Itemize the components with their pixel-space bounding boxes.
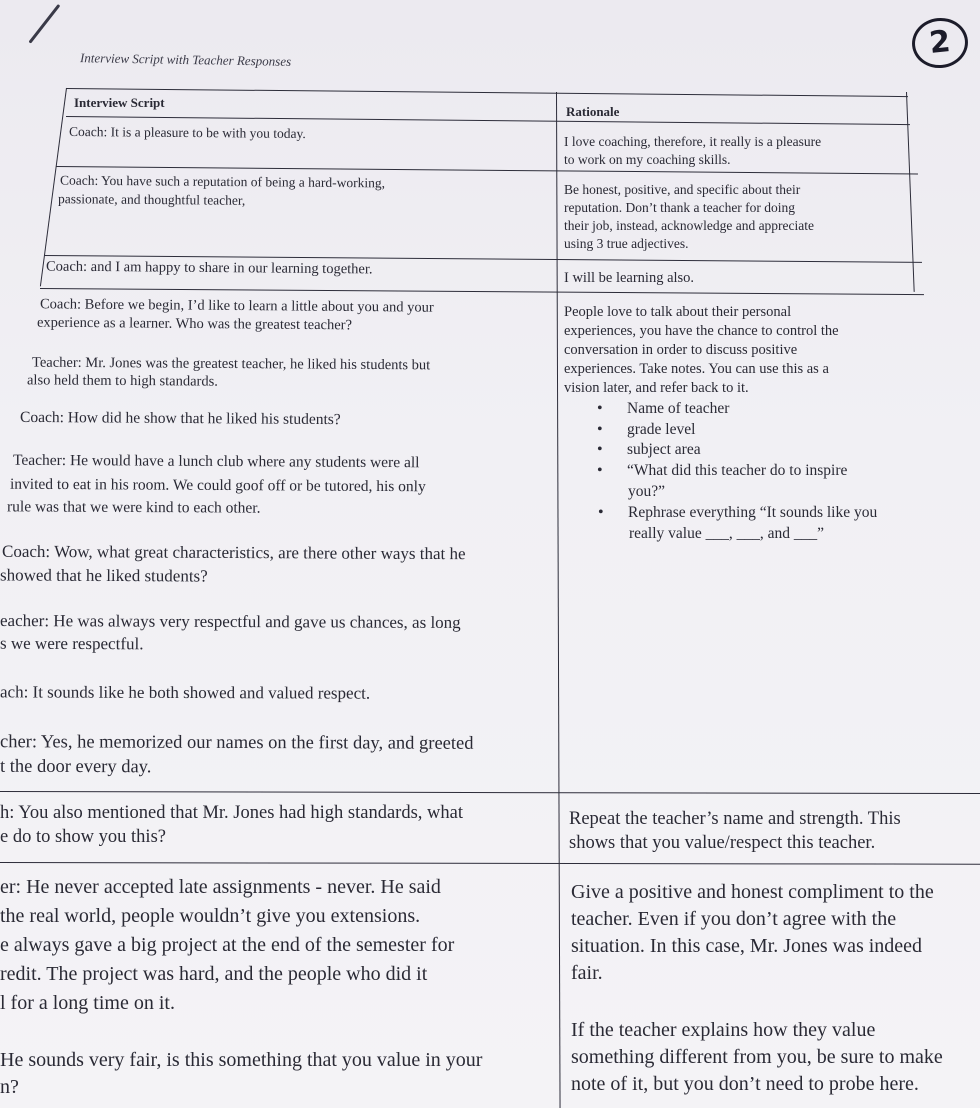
rationale-text: Be honest, positive, and specific about their: [564, 182, 801, 197]
rationale-text: reputation. Don’t thank a teacher for doing: [564, 200, 796, 215]
script-text: t the door every day.: [0, 756, 152, 778]
document-title: Interview Script with Teacher Responses: [79, 50, 292, 69]
rationale-text: something different from you, be sure to make: [571, 1046, 943, 1068]
script-text: Coach: Before we begin, I’d like to learn a little about you and your: [39, 296, 434, 316]
script-text: n?: [0, 1076, 19, 1098]
pen-mark: [28, 4, 60, 44]
script-text: showed that he liked students?: [0, 565, 208, 586]
rationale-text: experiences, you have the chance to control the: [564, 323, 839, 339]
rationale-text: note of it, but you don’t need to probe here.: [571, 1073, 919, 1095]
script-text: passionate, and thoughtful teacher,: [57, 191, 246, 208]
script-text: Coach: You have such a reputation of being a hard-working,: [59, 172, 386, 191]
script-text: Teacher: He would have a lunch club where any students were all: [12, 451, 420, 472]
rationale-text: to work on my coaching skills.: [564, 152, 731, 167]
script-text: eacher: He was always very respectful and gave us chances, as long: [0, 610, 461, 633]
script-text: s we were respectful.: [0, 633, 144, 654]
script-text: Teacher: Mr. Jones was the greatest teacher, he liked his students but: [31, 354, 431, 374]
bullet-item: • “What did this teacher do to inspire: [627, 462, 847, 480]
rationale-text: People love to talk about their personal: [564, 304, 792, 320]
script-text: cher: Yes, he memorized our names on the first day, and greeted: [0, 732, 474, 754]
bullet-item: • Rephrase everything “It sounds like you: [628, 504, 877, 522]
script-text: the real world, people wouldn’t give you extensions.: [0, 905, 421, 927]
header-interview-script: Interview Script: [74, 95, 165, 110]
script-text: Coach: Wow, what great characteristics, are there other ways that he: [1, 541, 466, 564]
script-text: e always gave a big project at the end of the semester for: [0, 934, 455, 956]
script-text: redit. The project was hard, and the people who did it: [0, 963, 428, 985]
rationale-text: teacher. Even if you don’t agree with the: [571, 908, 897, 930]
bullet-item: • subject area: [627, 441, 701, 459]
rationale-text: situation. In this case, Mr. Jones was indeed: [571, 935, 923, 957]
rationale-text: their job, instead, acknowledge and appreciate: [564, 218, 815, 233]
rationale-text: fair.: [571, 962, 603, 984]
rationale-text: shows that you value/respect this teacher.: [569, 833, 876, 853]
script-text: rule was that we were kind to each other.: [6, 498, 261, 517]
script-text: Coach: How did he show that he liked his students?: [19, 408, 341, 429]
script-text: invited to eat in his room. We could goof off or be tutored, his only: [9, 475, 426, 496]
script-text: He sounds very fair, is this something that you value in your: [0, 1049, 483, 1071]
script-text: l for a long time on it.: [0, 992, 175, 1014]
script-text: Coach: and I am happy to share in our learning together.: [45, 258, 373, 278]
rationale-text: Give a positive and honest compliment to the: [571, 881, 934, 903]
script-text: h: You also mentioned that Mr. Jones had high standards, what: [0, 803, 463, 823]
rationale-text: I will be learning also.: [564, 270, 695, 286]
script-text: e do to show you this?: [0, 827, 166, 847]
header-rationale: Rationale: [566, 104, 620, 119]
script-text: also held them to high standards.: [26, 372, 218, 390]
page-number-circle: 2: [910, 15, 971, 71]
rationale-text: using 3 true adjectives.: [564, 236, 689, 251]
script-text: ach: It sounds like he both showed and valued respect.: [0, 682, 371, 703]
rationale-text: Repeat the teacher’s name and strength. This: [569, 809, 901, 829]
rationale-text: I love coaching, therefore, it really is a pleasure: [564, 134, 822, 149]
rationale-text: If the teacher explains how they value: [571, 1019, 876, 1041]
script-text: er: He never accepted late assignments - never. He said: [0, 876, 441, 898]
rationale-text: conversation in order to discuss positive: [564, 342, 798, 358]
bullet-item: • grade level: [627, 421, 695, 439]
bullet-item-continuation: really value ___, ___, and ___”: [629, 525, 824, 542]
rationale-text: experiences. Take notes. You can use this as a: [564, 361, 829, 377]
script-text: experience as a learner. Who was the greatest teacher?: [36, 314, 353, 334]
bullet-item-continuation: you?”: [628, 483, 666, 500]
script-text: Coach: It is a pleasure to be with you today.: [68, 123, 306, 142]
bullet-item: • Name of teacher: [627, 400, 729, 418]
rationale-text: vision later, and refer back to it.: [564, 380, 749, 396]
